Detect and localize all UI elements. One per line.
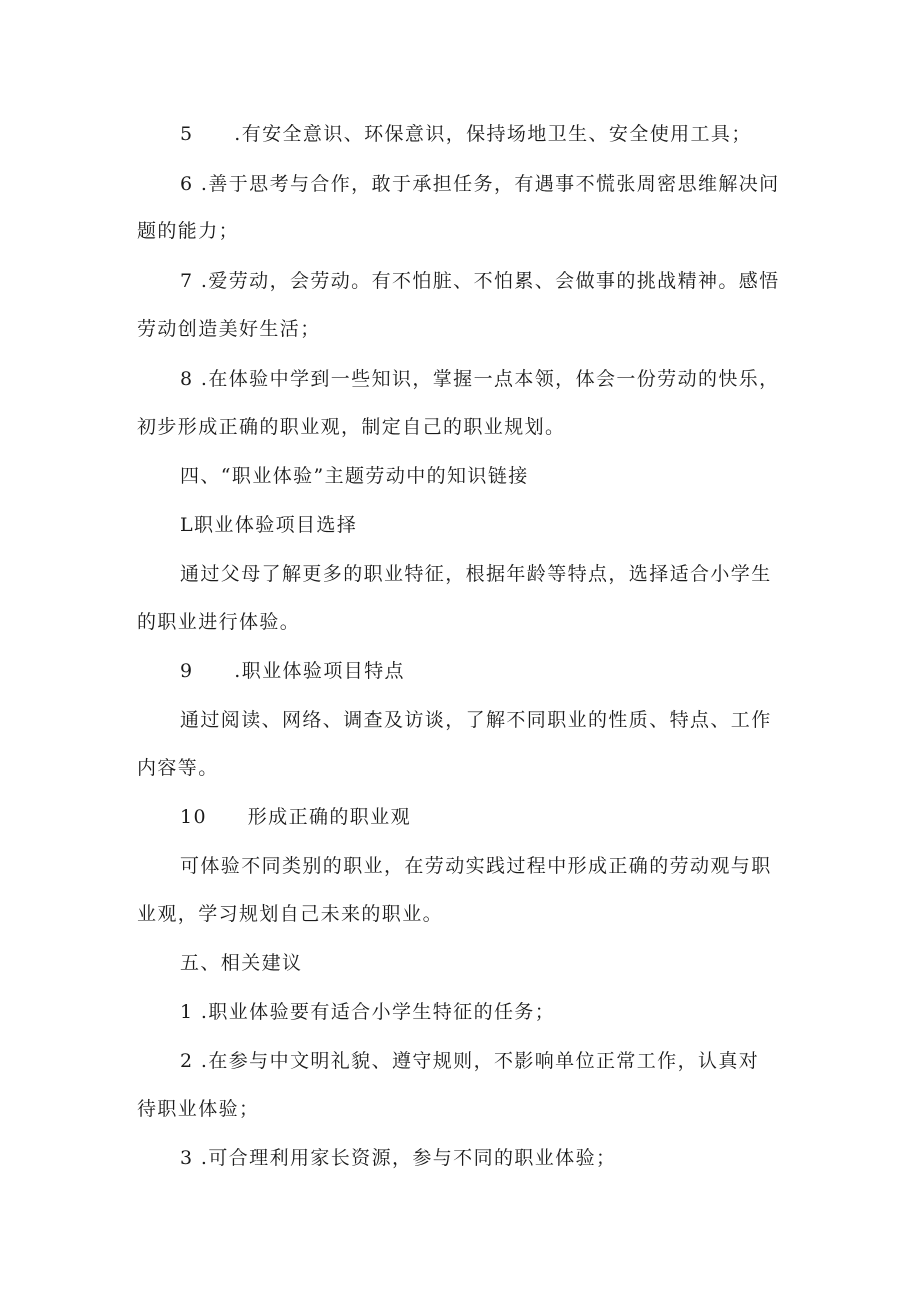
subheading-1-text-line-2: 的职业进行体验。 (137, 611, 301, 633)
item-7-line-2: 劳动创造美好生活； (137, 318, 321, 340)
item-6-line-2: 题的能力； (137, 220, 240, 242)
section-4-heading: 四、“职业体验”主题劳动中的知识链接 (180, 465, 529, 487)
item-8-line-2: 初步形成正确的职业观，制定自己的职业规划。 (137, 416, 566, 438)
subheading-9-text-line-2: 内容等。 (137, 757, 219, 779)
subheading-1-text-line-1: 通过父母了解更多的职业特征，根据年龄等特点，选择适合小学生 (180, 563, 772, 585)
suggestion-3: 3 .可合理利用家长资源，参与不同的职业体验； (180, 1147, 617, 1169)
item-7-line-1: 7 .爱劳动，会劳动。有不怕脏、不怕累、会做事的挑战精神。感悟 (180, 270, 780, 292)
item-6-line-1: 6 .善于思考与合作，敢于承担任务，有遇事不慌张周密思维解决问 (180, 173, 780, 195)
subheading-10-text-line-2: 业观，学习规划自己未来的职业。 (137, 903, 444, 925)
suggestion-2-line-1: 2 .在参与中文明礼貌、遵守规则，不影响单位正常工作，认真对 (180, 1050, 760, 1072)
subheading-9: 9 .职业体验项目特点 (180, 660, 405, 682)
item-5-line-1: 5 .有安全意识、环保意识，保持场地卫生、安全使用工具； (180, 123, 752, 145)
subheading-10: 10 形成正确的职业观 (180, 806, 411, 828)
subheading-9-text-line-1: 通过阅读、网络、调查及访谈，了解不同职业的性质、特点、工作 (180, 709, 772, 731)
subheading-10-text-line-1: 可体验不同类别的职业，在劳动实践过程中形成正确的劳动观与职 (180, 855, 772, 877)
suggestion-2-line-2: 待职业体验； (137, 1098, 260, 1120)
suggestion-1: 1 .职业体验要有适合小学生特征的任务； (180, 1001, 556, 1023)
section-5-heading: 五、相关建议 (180, 952, 303, 974)
subheading-1: L职业体验项目选择 (180, 514, 358, 536)
item-8-line-1: 8 .在体验中学到一些知识，掌握一点本领，体会一份劳动的快乐， (180, 368, 780, 390)
